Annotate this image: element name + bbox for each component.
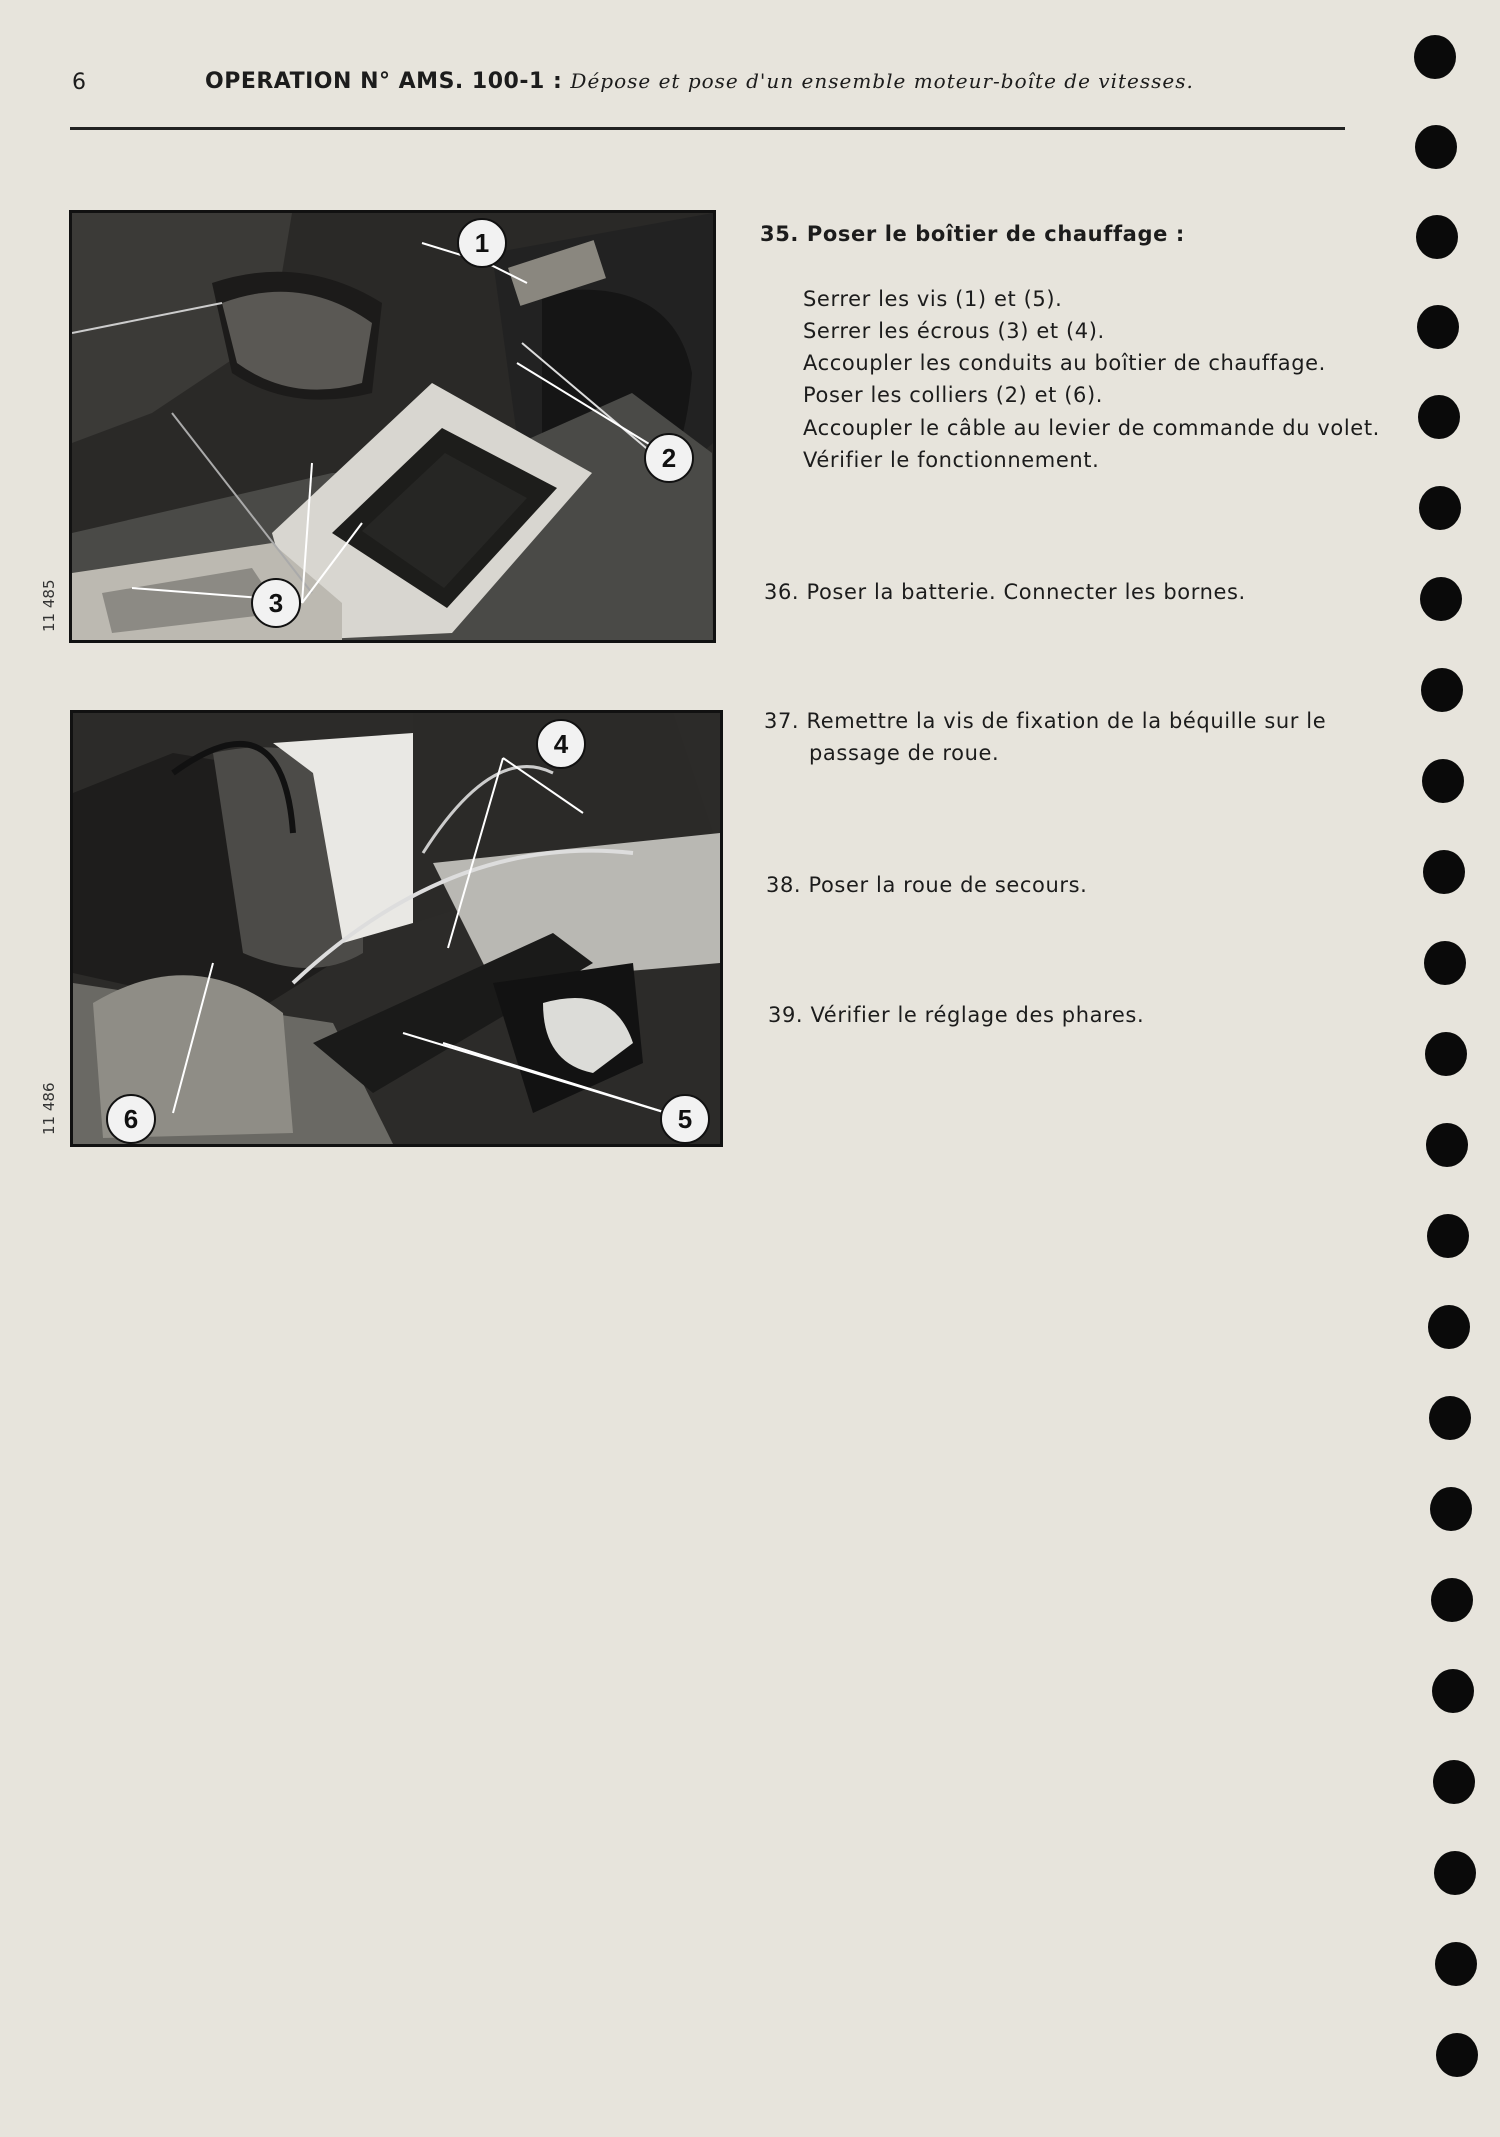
punch-hole [1423, 850, 1465, 894]
punch-hole [1424, 941, 1466, 985]
step-38: 38. Poser la roue de secours. [766, 873, 1088, 897]
step-35-title: 35. Poser le boîtier de chauffage : [760, 222, 1185, 246]
callout-1 [458, 219, 506, 267]
punch-hole [1436, 2033, 1478, 2077]
operation-code: OPERATION N° AMS. 100-1 : [205, 69, 563, 94]
punch-hole [1416, 215, 1458, 259]
punch-hole [1432, 1669, 1474, 1713]
step-35-line-4: Poser les colliers (2) et (6). [803, 383, 1104, 407]
step-39: 39. Vérifier le réglage des phares. [768, 1003, 1145, 1027]
page-number: 6 [72, 70, 86, 95]
punch-hole [1425, 1032, 1467, 1076]
punch-hole [1431, 1578, 1473, 1622]
punch-hole [1427, 1214, 1469, 1258]
punch-hole [1420, 577, 1462, 621]
step-35-line-6: Vérifier le fonctionnement. [803, 448, 1100, 472]
step-35-line-5: Accoupler le câble au levier de commande du volet. [803, 416, 1380, 440]
punch-hole [1433, 1760, 1475, 1804]
punch-hole [1414, 35, 1456, 79]
photo-cable-linkage [70, 710, 723, 1147]
callout-4-label: 4 [553, 729, 569, 759]
punch-hole [1426, 1123, 1468, 1167]
punch-hole [1419, 486, 1461, 530]
punch-hole [1435, 1942, 1477, 1986]
punch-hole [1429, 1396, 1471, 1440]
callout-6-label: 6 [123, 1104, 139, 1134]
step-35-line-2: Serrer les écrous (3) et (4). [803, 319, 1105, 343]
step-35-line-3: Accoupler les conduits au boîtier de chauffage. [803, 351, 1326, 375]
punch-hole [1418, 395, 1460, 439]
punch-hole [1417, 305, 1459, 349]
punch-hole [1434, 1851, 1476, 1895]
punch-hole [1428, 1305, 1470, 1349]
header-rule [70, 127, 1345, 130]
callout-6 [107, 1095, 155, 1143]
operation-subtitle: Dépose et pose d'un ensemble moteur-boîte de vitesses. [570, 69, 1194, 93]
callout-4 [537, 720, 585, 768]
callout-5 [661, 1095, 709, 1143]
step-37-line-1: 37. Remettre la vis de fixation de la béquille sur le [764, 709, 1327, 733]
step-37-line-2: passage de roue. [809, 741, 1000, 765]
callout-5-label: 5 [677, 1104, 693, 1134]
page-header [72, 66, 1342, 102]
step-35-line-1: Serrer les vis (1) et (5). [803, 287, 1063, 311]
punch-hole [1415, 125, 1457, 169]
punch-hole [1421, 668, 1463, 712]
callout-3 [252, 579, 300, 627]
photo-heater-box [69, 210, 716, 643]
punch-hole [1430, 1487, 1472, 1531]
callout-1-label: 1 [474, 228, 490, 258]
figure-number-2: 11 486 [40, 1082, 58, 1135]
punch-hole [1422, 759, 1464, 803]
callout-2 [645, 434, 693, 482]
callout-2-label: 2 [661, 443, 677, 473]
step-36: 36. Poser la batterie. Connecter les bornes. [764, 580, 1246, 604]
operation-title [205, 69, 1194, 94]
callout-3-label: 3 [268, 588, 284, 618]
figure-number-1: 11 485 [40, 579, 58, 632]
